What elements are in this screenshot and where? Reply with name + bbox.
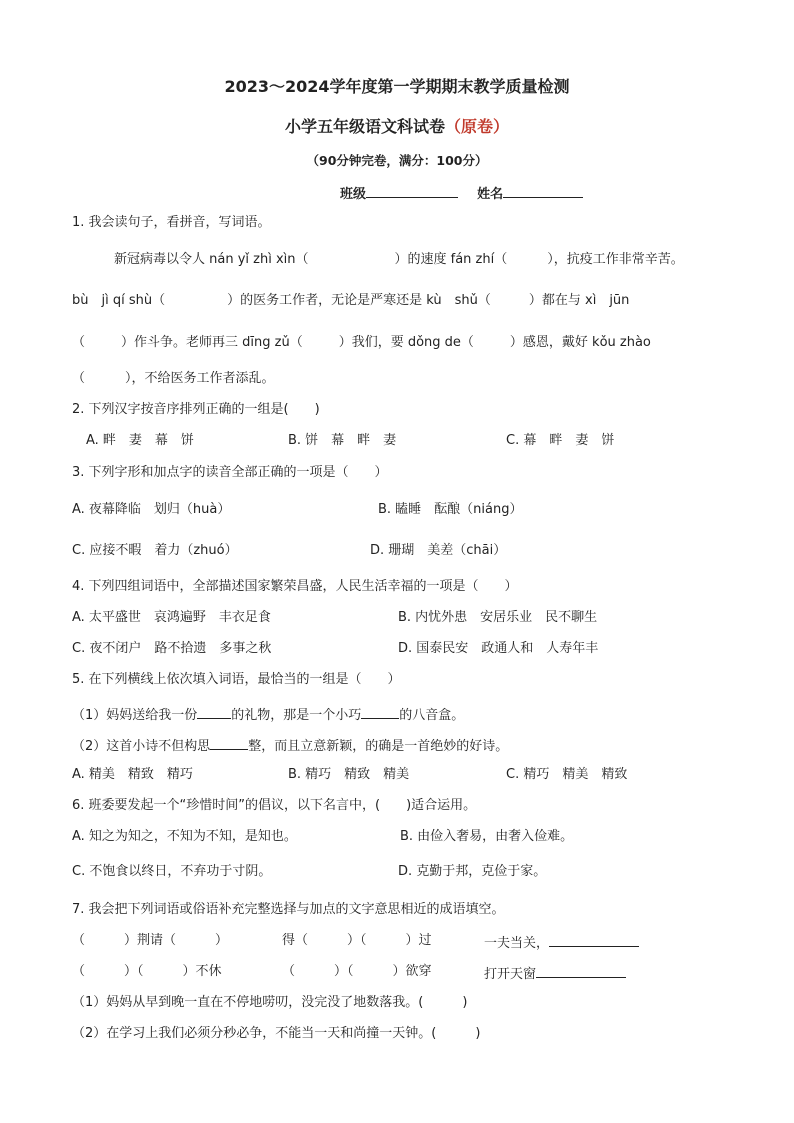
q1-l2-part-c: ）都在与 xì jūn — [528, 293, 630, 308]
q2-option-c[interactable]: C. 幕 畔 妻 饼 — [506, 433, 615, 448]
student-info — [340, 183, 583, 204]
q1-l1-part-a: 新冠病毒以令人 nán yǐ zhì xìn（ — [114, 252, 309, 267]
q7-saying-1-text: 一夫当关， — [484, 936, 550, 951]
subtitle-tag: （原卷） — [445, 117, 510, 136]
q7-saying-2-blank[interactable] — [536, 963, 626, 978]
q5-s1-part-a: （1）妈妈送给我一份 — [72, 708, 198, 723]
q1-line3 — [72, 334, 651, 352]
q2-option-b[interactable]: B. 饼 幕 畔 妻 — [288, 433, 397, 448]
q5-blank-1[interactable] — [197, 704, 231, 719]
q5-s1-part-b: 的礼物，那是一个小巧 — [231, 708, 362, 723]
q1-l3-part-b: ）作斗争。老师再三 dīng zǔ（ — [121, 335, 303, 350]
q5-sentence-2 — [72, 735, 508, 756]
q5-option-a[interactable]: A. 精美 精致 精巧 — [72, 767, 193, 782]
q1-stem: 1. 我会读句子，看拼音，写词语。 — [72, 215, 271, 230]
q1-l3-part-c: ）我们，要 dǒng de（ — [338, 335, 474, 350]
q7-idiom-4[interactable]: （ ）（ ）欲穿 — [282, 964, 432, 979]
exam-subtitle — [0, 114, 794, 137]
subtitle-main: 小学五年级语文科试卷 — [284, 117, 445, 136]
q1-l1-part-c: ），抗疫工作非常辛苦。 — [547, 252, 684, 267]
q7-stem: 7. 我会把下列词语或俗语补充完整选择与加点的文字意思相近的成语填空。 — [72, 902, 505, 917]
q7-saying-2 — [484, 963, 626, 984]
q7-idiom-1[interactable]: （ ）荆请（ ） — [72, 933, 229, 948]
name-label: 姓名 — [477, 187, 504, 202]
q5-blank-3[interactable] — [210, 735, 248, 750]
name-blank[interactable] — [503, 183, 583, 198]
q2-stem: 2. 下列汉字按音序排列正确的一组是( ) — [72, 402, 320, 417]
q6-option-d[interactable]: D. 克勤于邦，克俭于家。 — [398, 864, 547, 879]
q4-option-a[interactable]: A. 太平盛世 哀鸿遍野 丰衣足食 — [72, 610, 271, 625]
class-blank[interactable] — [366, 183, 458, 198]
q5-s2-part-a: （2）这首小诗不但构思 — [72, 739, 211, 754]
q1-l3-part-a: （ — [72, 335, 86, 350]
q6-option-b[interactable]: B. 由俭入奢易，由奢入俭难。 — [400, 829, 574, 844]
q4-option-c[interactable]: C. 夜不闭户 路不拾遗 多事之秋 — [72, 641, 272, 656]
q1-line2 — [72, 292, 629, 310]
q6-option-c[interactable]: C. 不饱食以终日，不弃功于寸阴。 — [72, 864, 272, 879]
q5-s2-part-b: 整，而且立意新颖，的确是一首绝妙的好诗。 — [248, 739, 509, 754]
exam-title: 2023～2024学年度第一学期期末教学质量检测 — [224, 77, 570, 96]
q7-saying-2-text: 打开天窗 — [484, 967, 537, 982]
exam-note: （90分钟完卷，满分：100分） — [306, 153, 488, 168]
q5-sentence-1 — [72, 704, 464, 725]
q6-option-a[interactable]: A. 知之为知之，不知为不知，是知也。 — [72, 829, 297, 844]
q3-option-c[interactable]: C. 应接不暇 着力（zhuó） — [72, 543, 238, 558]
q7-idiom-2[interactable]: 得（ ）（ ）过 — [282, 933, 432, 948]
q1-l2-part-b: ）的医务工作者，无论是严寒还是 kù shǔ（ — [227, 293, 491, 308]
q7-idiom-3[interactable]: （ ）（ ）不休 — [72, 964, 222, 979]
q4-stem: 4. 下列四组词语中，全部描述国家繁荣昌盛，人民生活幸福的一项是（ ） — [72, 579, 518, 594]
q1-l4-part-b: ），不给医务工作者添乱。 — [125, 371, 275, 386]
q5-option-c[interactable]: C. 精巧 精美 精致 — [506, 767, 628, 782]
q6-stem: 6. 班委要发起一个“珍惜时间”的倡议，以下名言中，( )适合运用。 — [72, 798, 477, 813]
q3-option-b[interactable]: B. 瞌睡 酝酿（niáng） — [378, 502, 523, 517]
q7-saying-1 — [484, 932, 639, 953]
q3-option-a[interactable]: A. 夜幕降临 划归（huà） — [72, 502, 231, 517]
q1-line4 — [72, 370, 275, 388]
q5-blank-2[interactable] — [361, 704, 399, 719]
q7-saying-1-blank[interactable] — [549, 932, 639, 947]
q7-sentence-1: （1）妈妈从早到晚一直在不停地唠叨，没完没了地数落我。( ) — [72, 995, 468, 1010]
q7-sentence-2: （2）在学习上我们必须分秒必争，不能当一天和尚撞一天钟。( ) — [72, 1026, 481, 1041]
q1-l4-part-a: （ — [72, 371, 86, 386]
q1-l2-part-a: bù jì qí shù（ — [72, 293, 166, 308]
q5-s1-part-c: 的八音盒。 — [399, 708, 465, 723]
q3-option-d[interactable]: D. 珊瑚 美差（chāi） — [370, 543, 507, 558]
q1-l1-part-b: ）的速度 fán zhí（ — [394, 252, 508, 267]
q4-option-b[interactable]: B. 内忧外患 安居乐业 民不聊生 — [398, 610, 598, 625]
q3-stem: 3. 下列字形和加点字的读音全部正确的一项是（ ） — [72, 465, 388, 480]
class-label: 班级 — [340, 187, 367, 202]
q2-option-a[interactable]: A. 畔 妻 幕 饼 — [86, 433, 194, 448]
q4-option-d[interactable]: D. 国泰民安 政通人和 人寿年丰 — [398, 641, 599, 656]
q5-option-b[interactable]: B. 精巧 精致 精美 — [288, 767, 410, 782]
q1-l3-part-d: ）感恩，戴好 kǒu zhào — [509, 335, 651, 350]
q1-line1 — [114, 251, 684, 269]
q5-stem: 5. 在下列横线上依次填入词语，最恰当的一组是（ ） — [72, 672, 401, 687]
